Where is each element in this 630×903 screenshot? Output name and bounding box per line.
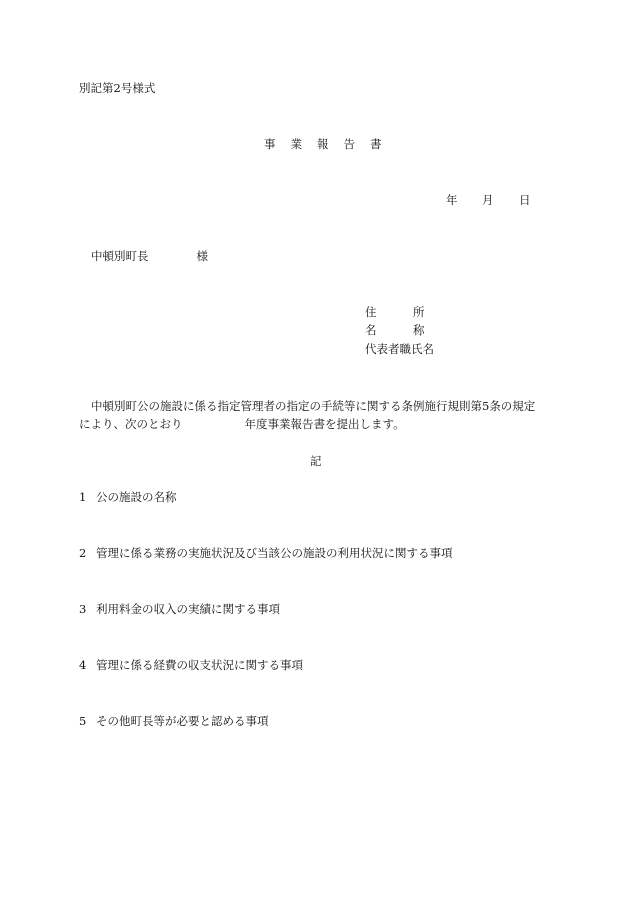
item-number: 4 (79, 658, 87, 672)
body-paragraph (79, 397, 559, 433)
item-number: 2 (79, 546, 87, 560)
address-label-char-1: 住 (365, 305, 377, 319)
submitter-representative-label: 代表者職氏名 (365, 342, 434, 356)
item-number: 5 (79, 714, 87, 728)
item-text: 管理に係る業務の実施状況及び当該公の施設の利用状況に関する事項 (96, 546, 453, 560)
body-line-1: 中頓別町公の施設に係る指定管理者の指定の手続等に関する条例施行規則第5条の規定 (91, 399, 536, 413)
addressee-honorific: 様 (196, 249, 208, 263)
form-number: 別記第2号様式 (79, 81, 156, 95)
name-label-char-1: 名 (365, 323, 377, 337)
date-year-label: 年 (446, 193, 458, 207)
addressee (91, 249, 208, 263)
submitter-address-label (365, 305, 425, 319)
item-number: 1 (79, 490, 87, 504)
list-item (79, 602, 280, 616)
item-text: 管理に係る経費の収支状況に関する事項 (96, 658, 303, 672)
list-item (79, 658, 303, 672)
date-line (446, 193, 531, 207)
address-label-char-2: 所 (413, 305, 425, 319)
list-item (79, 546, 453, 560)
item-number: 3 (79, 602, 87, 616)
submitter-name-label (365, 323, 425, 337)
body-line-2-part-1: により、次のとおり (79, 417, 183, 431)
body-line-2 (79, 415, 559, 433)
date-day-label: 日 (519, 193, 531, 207)
item-text: 公の施設の名称 (96, 490, 177, 504)
addressee-name: 中頓別町長 (91, 249, 149, 263)
body-line-2-part-2: 年度事業報告書を提出します。 (244, 417, 405, 431)
list-item (79, 490, 177, 504)
list-item (79, 714, 269, 728)
name-label-char-2: 称 (413, 323, 425, 337)
document-title: 事業報告書 (264, 137, 397, 151)
item-text: その他町長等が必要と認める事項 (96, 714, 269, 728)
ki-heading: 記 (310, 454, 322, 468)
date-month-label: 月 (482, 193, 494, 207)
item-text: 利用料金の収入の実績に関する事項 (96, 602, 280, 616)
